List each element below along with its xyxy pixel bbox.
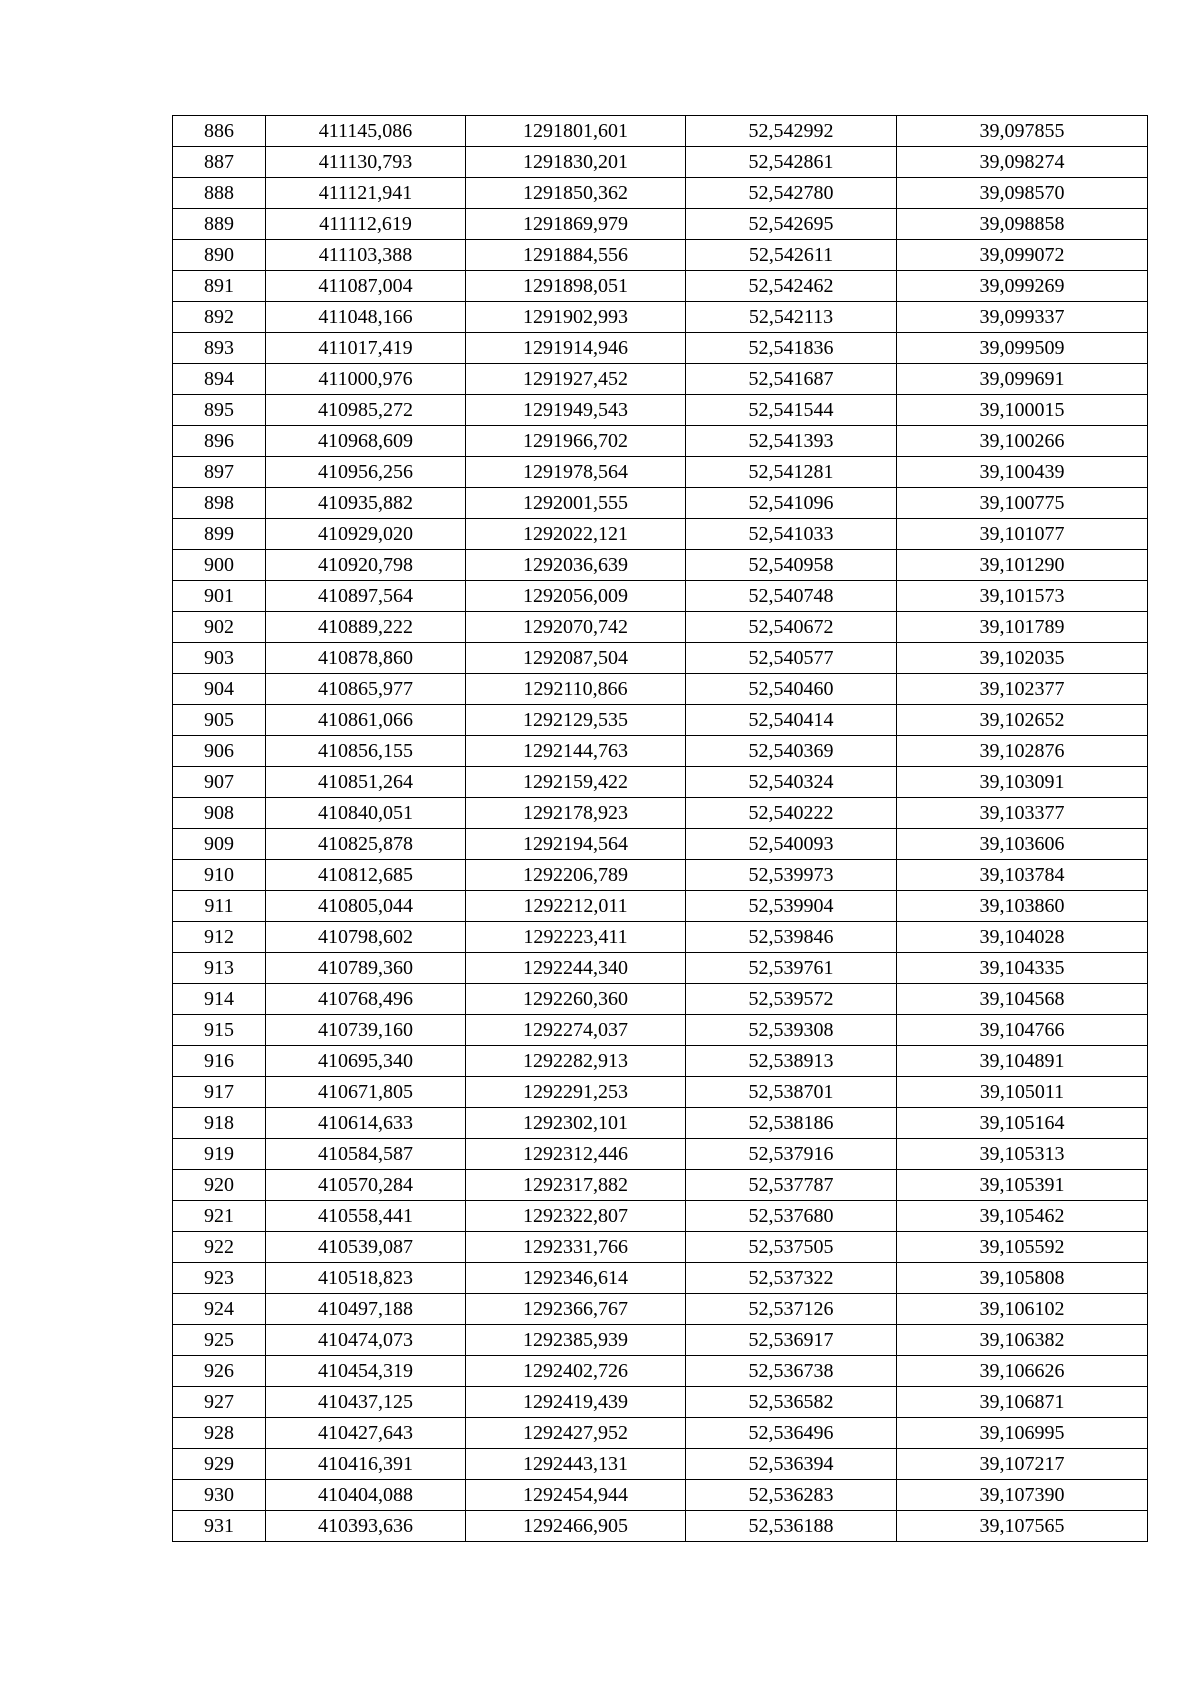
x-coordinate-cell: 410427,643 xyxy=(266,1418,466,1449)
point-number-cell: 887 xyxy=(173,147,266,178)
longitude-cell: 39,097855 xyxy=(897,116,1148,147)
latitude-cell: 52,540369 xyxy=(686,736,897,767)
table-row xyxy=(173,147,1148,178)
y-coordinate-cell: 1291978,564 xyxy=(466,457,686,488)
x-coordinate-cell: 410985,272 xyxy=(266,395,466,426)
latitude-cell: 52,538701 xyxy=(686,1077,897,1108)
y-coordinate-cell: 1292331,766 xyxy=(466,1232,686,1263)
point-number-cell: 898 xyxy=(173,488,266,519)
table-row xyxy=(173,1325,1148,1356)
y-coordinate-cell: 1292022,121 xyxy=(466,519,686,550)
table-row xyxy=(173,1511,1148,1542)
x-coordinate-cell: 411121,941 xyxy=(266,178,466,209)
y-coordinate-cell: 1292466,905 xyxy=(466,1511,686,1542)
longitude-cell: 39,105808 xyxy=(897,1263,1148,1294)
latitude-cell: 52,542462 xyxy=(686,271,897,302)
y-coordinate-cell: 1292274,037 xyxy=(466,1015,686,1046)
table-row xyxy=(173,581,1148,612)
latitude-cell: 52,542113 xyxy=(686,302,897,333)
point-number-cell: 905 xyxy=(173,705,266,736)
x-coordinate-cell: 410393,636 xyxy=(266,1511,466,1542)
y-coordinate-cell: 1292366,767 xyxy=(466,1294,686,1325)
longitude-cell: 39,106871 xyxy=(897,1387,1148,1418)
latitude-cell: 52,540460 xyxy=(686,674,897,705)
table-row xyxy=(173,860,1148,891)
longitude-cell: 39,098274 xyxy=(897,147,1148,178)
x-coordinate-cell: 410497,188 xyxy=(266,1294,466,1325)
point-number-cell: 908 xyxy=(173,798,266,829)
longitude-cell: 39,105164 xyxy=(897,1108,1148,1139)
longitude-cell: 39,107390 xyxy=(897,1480,1148,1511)
x-coordinate-cell: 410416,391 xyxy=(266,1449,466,1480)
x-coordinate-cell: 411017,419 xyxy=(266,333,466,364)
x-coordinate-cell: 411130,793 xyxy=(266,147,466,178)
y-coordinate-cell: 1292454,944 xyxy=(466,1480,686,1511)
point-number-cell: 903 xyxy=(173,643,266,674)
point-number-cell: 924 xyxy=(173,1294,266,1325)
point-number-cell: 930 xyxy=(173,1480,266,1511)
table-row xyxy=(173,767,1148,798)
table-row xyxy=(173,1077,1148,1108)
y-coordinate-cell: 1292001,555 xyxy=(466,488,686,519)
y-coordinate-cell: 1292070,742 xyxy=(466,612,686,643)
point-number-cell: 913 xyxy=(173,953,266,984)
latitude-cell: 52,537505 xyxy=(686,1232,897,1263)
point-number-cell: 916 xyxy=(173,1046,266,1077)
longitude-cell: 39,104028 xyxy=(897,922,1148,953)
x-coordinate-cell: 410840,051 xyxy=(266,798,466,829)
y-coordinate-cell: 1292144,763 xyxy=(466,736,686,767)
longitude-cell: 39,105391 xyxy=(897,1170,1148,1201)
table-row xyxy=(173,271,1148,302)
y-coordinate-cell: 1291927,452 xyxy=(466,364,686,395)
x-coordinate-cell: 410825,878 xyxy=(266,829,466,860)
point-number-cell: 899 xyxy=(173,519,266,550)
y-coordinate-cell: 1292282,913 xyxy=(466,1046,686,1077)
latitude-cell: 52,539308 xyxy=(686,1015,897,1046)
point-number-cell: 922 xyxy=(173,1232,266,1263)
point-number-cell: 902 xyxy=(173,612,266,643)
latitude-cell: 52,542780 xyxy=(686,178,897,209)
point-number-cell: 890 xyxy=(173,240,266,271)
x-coordinate-cell: 410889,222 xyxy=(266,612,466,643)
x-coordinate-cell: 410671,805 xyxy=(266,1077,466,1108)
x-coordinate-cell: 410558,441 xyxy=(266,1201,466,1232)
latitude-cell: 52,540748 xyxy=(686,581,897,612)
longitude-cell: 39,104568 xyxy=(897,984,1148,1015)
longitude-cell: 39,107217 xyxy=(897,1449,1148,1480)
table-row xyxy=(173,1418,1148,1449)
longitude-cell: 39,099509 xyxy=(897,333,1148,364)
y-coordinate-cell: 1292260,360 xyxy=(466,984,686,1015)
x-coordinate-cell: 410768,496 xyxy=(266,984,466,1015)
longitude-cell: 39,102876 xyxy=(897,736,1148,767)
point-number-cell: 897 xyxy=(173,457,266,488)
point-number-cell: 907 xyxy=(173,767,266,798)
y-coordinate-cell: 1292129,535 xyxy=(466,705,686,736)
point-number-cell: 918 xyxy=(173,1108,266,1139)
longitude-cell: 39,100266 xyxy=(897,426,1148,457)
table-row xyxy=(173,209,1148,240)
y-coordinate-cell: 1292302,101 xyxy=(466,1108,686,1139)
latitude-cell: 52,539846 xyxy=(686,922,897,953)
latitude-cell: 52,536917 xyxy=(686,1325,897,1356)
y-coordinate-cell: 1292317,882 xyxy=(466,1170,686,1201)
table-row xyxy=(173,1170,1148,1201)
longitude-cell: 39,106102 xyxy=(897,1294,1148,1325)
latitude-cell: 52,537680 xyxy=(686,1201,897,1232)
longitude-cell: 39,099072 xyxy=(897,240,1148,271)
longitude-cell: 39,100775 xyxy=(897,488,1148,519)
latitude-cell: 52,536496 xyxy=(686,1418,897,1449)
y-coordinate-cell: 1292385,939 xyxy=(466,1325,686,1356)
point-number-cell: 891 xyxy=(173,271,266,302)
latitude-cell: 52,542992 xyxy=(686,116,897,147)
longitude-cell: 39,105011 xyxy=(897,1077,1148,1108)
latitude-cell: 52,540672 xyxy=(686,612,897,643)
latitude-cell: 52,537322 xyxy=(686,1263,897,1294)
longitude-cell: 39,105313 xyxy=(897,1139,1148,1170)
table-row xyxy=(173,364,1148,395)
longitude-cell: 39,104766 xyxy=(897,1015,1148,1046)
y-coordinate-cell: 1292443,131 xyxy=(466,1449,686,1480)
point-number-cell: 895 xyxy=(173,395,266,426)
point-number-cell: 909 xyxy=(173,829,266,860)
point-number-cell: 929 xyxy=(173,1449,266,1480)
latitude-cell: 52,542695 xyxy=(686,209,897,240)
y-coordinate-cell: 1292087,504 xyxy=(466,643,686,674)
point-number-cell: 921 xyxy=(173,1201,266,1232)
x-coordinate-cell: 410956,256 xyxy=(266,457,466,488)
table-row xyxy=(173,333,1148,364)
x-coordinate-cell: 410454,319 xyxy=(266,1356,466,1387)
latitude-cell: 52,541544 xyxy=(686,395,897,426)
longitude-cell: 39,103784 xyxy=(897,860,1148,891)
x-coordinate-cell: 410570,284 xyxy=(266,1170,466,1201)
longitude-cell: 39,101290 xyxy=(897,550,1148,581)
table-row xyxy=(173,1387,1148,1418)
y-coordinate-cell: 1292312,446 xyxy=(466,1139,686,1170)
y-coordinate-cell: 1292056,009 xyxy=(466,581,686,612)
table-row xyxy=(173,178,1148,209)
longitude-cell: 39,106995 xyxy=(897,1418,1148,1449)
table-row xyxy=(173,1263,1148,1294)
y-coordinate-cell: 1292223,411 xyxy=(466,922,686,953)
coordinates-table-body xyxy=(173,116,1148,1542)
point-number-cell: 910 xyxy=(173,860,266,891)
y-coordinate-cell: 1292194,564 xyxy=(466,829,686,860)
longitude-cell: 39,100015 xyxy=(897,395,1148,426)
longitude-cell: 39,099691 xyxy=(897,364,1148,395)
y-coordinate-cell: 1292206,789 xyxy=(466,860,686,891)
x-coordinate-cell: 410584,587 xyxy=(266,1139,466,1170)
point-number-cell: 931 xyxy=(173,1511,266,1542)
latitude-cell: 52,541033 xyxy=(686,519,897,550)
longitude-cell: 39,098858 xyxy=(897,209,1148,240)
longitude-cell: 39,099269 xyxy=(897,271,1148,302)
longitude-cell: 39,103377 xyxy=(897,798,1148,829)
latitude-cell: 52,537787 xyxy=(686,1170,897,1201)
x-coordinate-cell: 411112,619 xyxy=(266,209,466,240)
longitude-cell: 39,102377 xyxy=(897,674,1148,705)
table-row xyxy=(173,426,1148,457)
y-coordinate-cell: 1292346,614 xyxy=(466,1263,686,1294)
point-number-cell: 911 xyxy=(173,891,266,922)
latitude-cell: 52,540414 xyxy=(686,705,897,736)
latitude-cell: 52,541687 xyxy=(686,364,897,395)
point-number-cell: 925 xyxy=(173,1325,266,1356)
y-coordinate-cell: 1292212,011 xyxy=(466,891,686,922)
x-coordinate-cell: 410404,088 xyxy=(266,1480,466,1511)
longitude-cell: 39,106626 xyxy=(897,1356,1148,1387)
x-coordinate-cell: 410878,860 xyxy=(266,643,466,674)
y-coordinate-cell: 1292291,253 xyxy=(466,1077,686,1108)
x-coordinate-cell: 410805,044 xyxy=(266,891,466,922)
longitude-cell: 39,104335 xyxy=(897,953,1148,984)
y-coordinate-cell: 1292402,726 xyxy=(466,1356,686,1387)
longitude-cell: 39,102652 xyxy=(897,705,1148,736)
longitude-cell: 39,103606 xyxy=(897,829,1148,860)
x-coordinate-cell: 411000,976 xyxy=(266,364,466,395)
latitude-cell: 52,537916 xyxy=(686,1139,897,1170)
table-row xyxy=(173,457,1148,488)
y-coordinate-cell: 1291801,601 xyxy=(466,116,686,147)
x-coordinate-cell: 410695,340 xyxy=(266,1046,466,1077)
table-row xyxy=(173,736,1148,767)
table-row xyxy=(173,1356,1148,1387)
y-coordinate-cell: 1291830,201 xyxy=(466,147,686,178)
table-row xyxy=(173,829,1148,860)
x-coordinate-cell: 410897,564 xyxy=(266,581,466,612)
table-row xyxy=(173,705,1148,736)
y-coordinate-cell: 1292110,866 xyxy=(466,674,686,705)
x-coordinate-cell: 410935,882 xyxy=(266,488,466,519)
table-row xyxy=(173,1232,1148,1263)
y-coordinate-cell: 1292159,422 xyxy=(466,767,686,798)
table-row xyxy=(173,953,1148,984)
x-coordinate-cell: 410614,633 xyxy=(266,1108,466,1139)
point-number-cell: 928 xyxy=(173,1418,266,1449)
latitude-cell: 52,541096 xyxy=(686,488,897,519)
table-row xyxy=(173,1480,1148,1511)
y-coordinate-cell: 1292427,952 xyxy=(466,1418,686,1449)
y-coordinate-cell: 1291869,979 xyxy=(466,209,686,240)
x-coordinate-cell: 410929,020 xyxy=(266,519,466,550)
y-coordinate-cell: 1292178,923 xyxy=(466,798,686,829)
point-number-cell: 920 xyxy=(173,1170,266,1201)
latitude-cell: 52,539761 xyxy=(686,953,897,984)
point-number-cell: 906 xyxy=(173,736,266,767)
latitude-cell: 52,541393 xyxy=(686,426,897,457)
longitude-cell: 39,105462 xyxy=(897,1201,1148,1232)
point-number-cell: 886 xyxy=(173,116,266,147)
point-number-cell: 926 xyxy=(173,1356,266,1387)
latitude-cell: 52,541836 xyxy=(686,333,897,364)
longitude-cell: 39,101077 xyxy=(897,519,1148,550)
table-row xyxy=(173,798,1148,829)
point-number-cell: 912 xyxy=(173,922,266,953)
latitude-cell: 52,540958 xyxy=(686,550,897,581)
x-coordinate-cell: 410789,360 xyxy=(266,953,466,984)
point-number-cell: 923 xyxy=(173,1263,266,1294)
x-coordinate-cell: 411087,004 xyxy=(266,271,466,302)
x-coordinate-cell: 411145,086 xyxy=(266,116,466,147)
x-coordinate-cell: 410865,977 xyxy=(266,674,466,705)
table-row xyxy=(173,116,1148,147)
y-coordinate-cell: 1292036,639 xyxy=(466,550,686,581)
point-number-cell: 915 xyxy=(173,1015,266,1046)
longitude-cell: 39,103091 xyxy=(897,767,1148,798)
longitude-cell: 39,100439 xyxy=(897,457,1148,488)
table-row xyxy=(173,1449,1148,1480)
point-number-cell: 896 xyxy=(173,426,266,457)
latitude-cell: 52,538186 xyxy=(686,1108,897,1139)
y-coordinate-cell: 1291949,543 xyxy=(466,395,686,426)
y-coordinate-cell: 1291850,362 xyxy=(466,178,686,209)
table-row xyxy=(173,643,1148,674)
x-coordinate-cell: 410856,155 xyxy=(266,736,466,767)
x-coordinate-cell: 410539,087 xyxy=(266,1232,466,1263)
x-coordinate-cell: 411048,166 xyxy=(266,302,466,333)
table-row xyxy=(173,395,1148,426)
x-coordinate-cell: 410812,685 xyxy=(266,860,466,891)
longitude-cell: 39,104891 xyxy=(897,1046,1148,1077)
latitude-cell: 52,541281 xyxy=(686,457,897,488)
point-number-cell: 892 xyxy=(173,302,266,333)
table-row xyxy=(173,891,1148,922)
longitude-cell: 39,103860 xyxy=(897,891,1148,922)
latitude-cell: 52,538913 xyxy=(686,1046,897,1077)
latitude-cell: 52,540324 xyxy=(686,767,897,798)
latitude-cell: 52,539904 xyxy=(686,891,897,922)
latitude-cell: 52,542611 xyxy=(686,240,897,271)
longitude-cell: 39,099337 xyxy=(897,302,1148,333)
x-coordinate-cell: 410851,264 xyxy=(266,767,466,798)
y-coordinate-cell: 1292419,439 xyxy=(466,1387,686,1418)
y-coordinate-cell: 1292322,807 xyxy=(466,1201,686,1232)
table-row xyxy=(173,1201,1148,1232)
latitude-cell: 52,536738 xyxy=(686,1356,897,1387)
longitude-cell: 39,101573 xyxy=(897,581,1148,612)
point-number-cell: 888 xyxy=(173,178,266,209)
y-coordinate-cell: 1292244,340 xyxy=(466,953,686,984)
longitude-cell: 39,101789 xyxy=(897,612,1148,643)
table-row xyxy=(173,1108,1148,1139)
latitude-cell: 52,540577 xyxy=(686,643,897,674)
table-row xyxy=(173,488,1148,519)
table-row xyxy=(173,302,1148,333)
latitude-cell: 52,536582 xyxy=(686,1387,897,1418)
point-number-cell: 900 xyxy=(173,550,266,581)
longitude-cell: 39,106382 xyxy=(897,1325,1148,1356)
x-coordinate-cell: 410739,160 xyxy=(266,1015,466,1046)
point-number-cell: 893 xyxy=(173,333,266,364)
x-coordinate-cell: 411103,388 xyxy=(266,240,466,271)
table-row xyxy=(173,550,1148,581)
longitude-cell: 39,102035 xyxy=(897,643,1148,674)
table-row xyxy=(173,1294,1148,1325)
longitude-cell: 39,105592 xyxy=(897,1232,1148,1263)
coordinates-table xyxy=(172,115,1148,1542)
table-row xyxy=(173,674,1148,705)
point-number-cell: 904 xyxy=(173,674,266,705)
y-coordinate-cell: 1291884,556 xyxy=(466,240,686,271)
point-number-cell: 917 xyxy=(173,1077,266,1108)
table-row xyxy=(173,1139,1148,1170)
longitude-cell: 39,107565 xyxy=(897,1511,1148,1542)
x-coordinate-cell: 410968,609 xyxy=(266,426,466,457)
latitude-cell: 52,536188 xyxy=(686,1511,897,1542)
point-number-cell: 927 xyxy=(173,1387,266,1418)
y-coordinate-cell: 1291898,051 xyxy=(466,271,686,302)
y-coordinate-cell: 1291914,946 xyxy=(466,333,686,364)
x-coordinate-cell: 410861,066 xyxy=(266,705,466,736)
longitude-cell: 39,098570 xyxy=(897,178,1148,209)
table-row xyxy=(173,240,1148,271)
latitude-cell: 52,539973 xyxy=(686,860,897,891)
y-coordinate-cell: 1291902,993 xyxy=(466,302,686,333)
table-row xyxy=(173,612,1148,643)
table-row xyxy=(173,1015,1148,1046)
table-row xyxy=(173,984,1148,1015)
point-number-cell: 919 xyxy=(173,1139,266,1170)
latitude-cell: 52,536394 xyxy=(686,1449,897,1480)
x-coordinate-cell: 410437,125 xyxy=(266,1387,466,1418)
latitude-cell: 52,537126 xyxy=(686,1294,897,1325)
x-coordinate-cell: 410518,823 xyxy=(266,1263,466,1294)
table-row xyxy=(173,1046,1148,1077)
x-coordinate-cell: 410798,602 xyxy=(266,922,466,953)
x-coordinate-cell: 410920,798 xyxy=(266,550,466,581)
y-coordinate-cell: 1291966,702 xyxy=(466,426,686,457)
point-number-cell: 894 xyxy=(173,364,266,395)
table-row xyxy=(173,922,1148,953)
latitude-cell: 52,540093 xyxy=(686,829,897,860)
latitude-cell: 52,542861 xyxy=(686,147,897,178)
latitude-cell: 52,536283 xyxy=(686,1480,897,1511)
point-number-cell: 901 xyxy=(173,581,266,612)
x-coordinate-cell: 410474,073 xyxy=(266,1325,466,1356)
point-number-cell: 914 xyxy=(173,984,266,1015)
point-number-cell: 889 xyxy=(173,209,266,240)
latitude-cell: 52,540222 xyxy=(686,798,897,829)
table-row xyxy=(173,519,1148,550)
latitude-cell: 52,539572 xyxy=(686,984,897,1015)
